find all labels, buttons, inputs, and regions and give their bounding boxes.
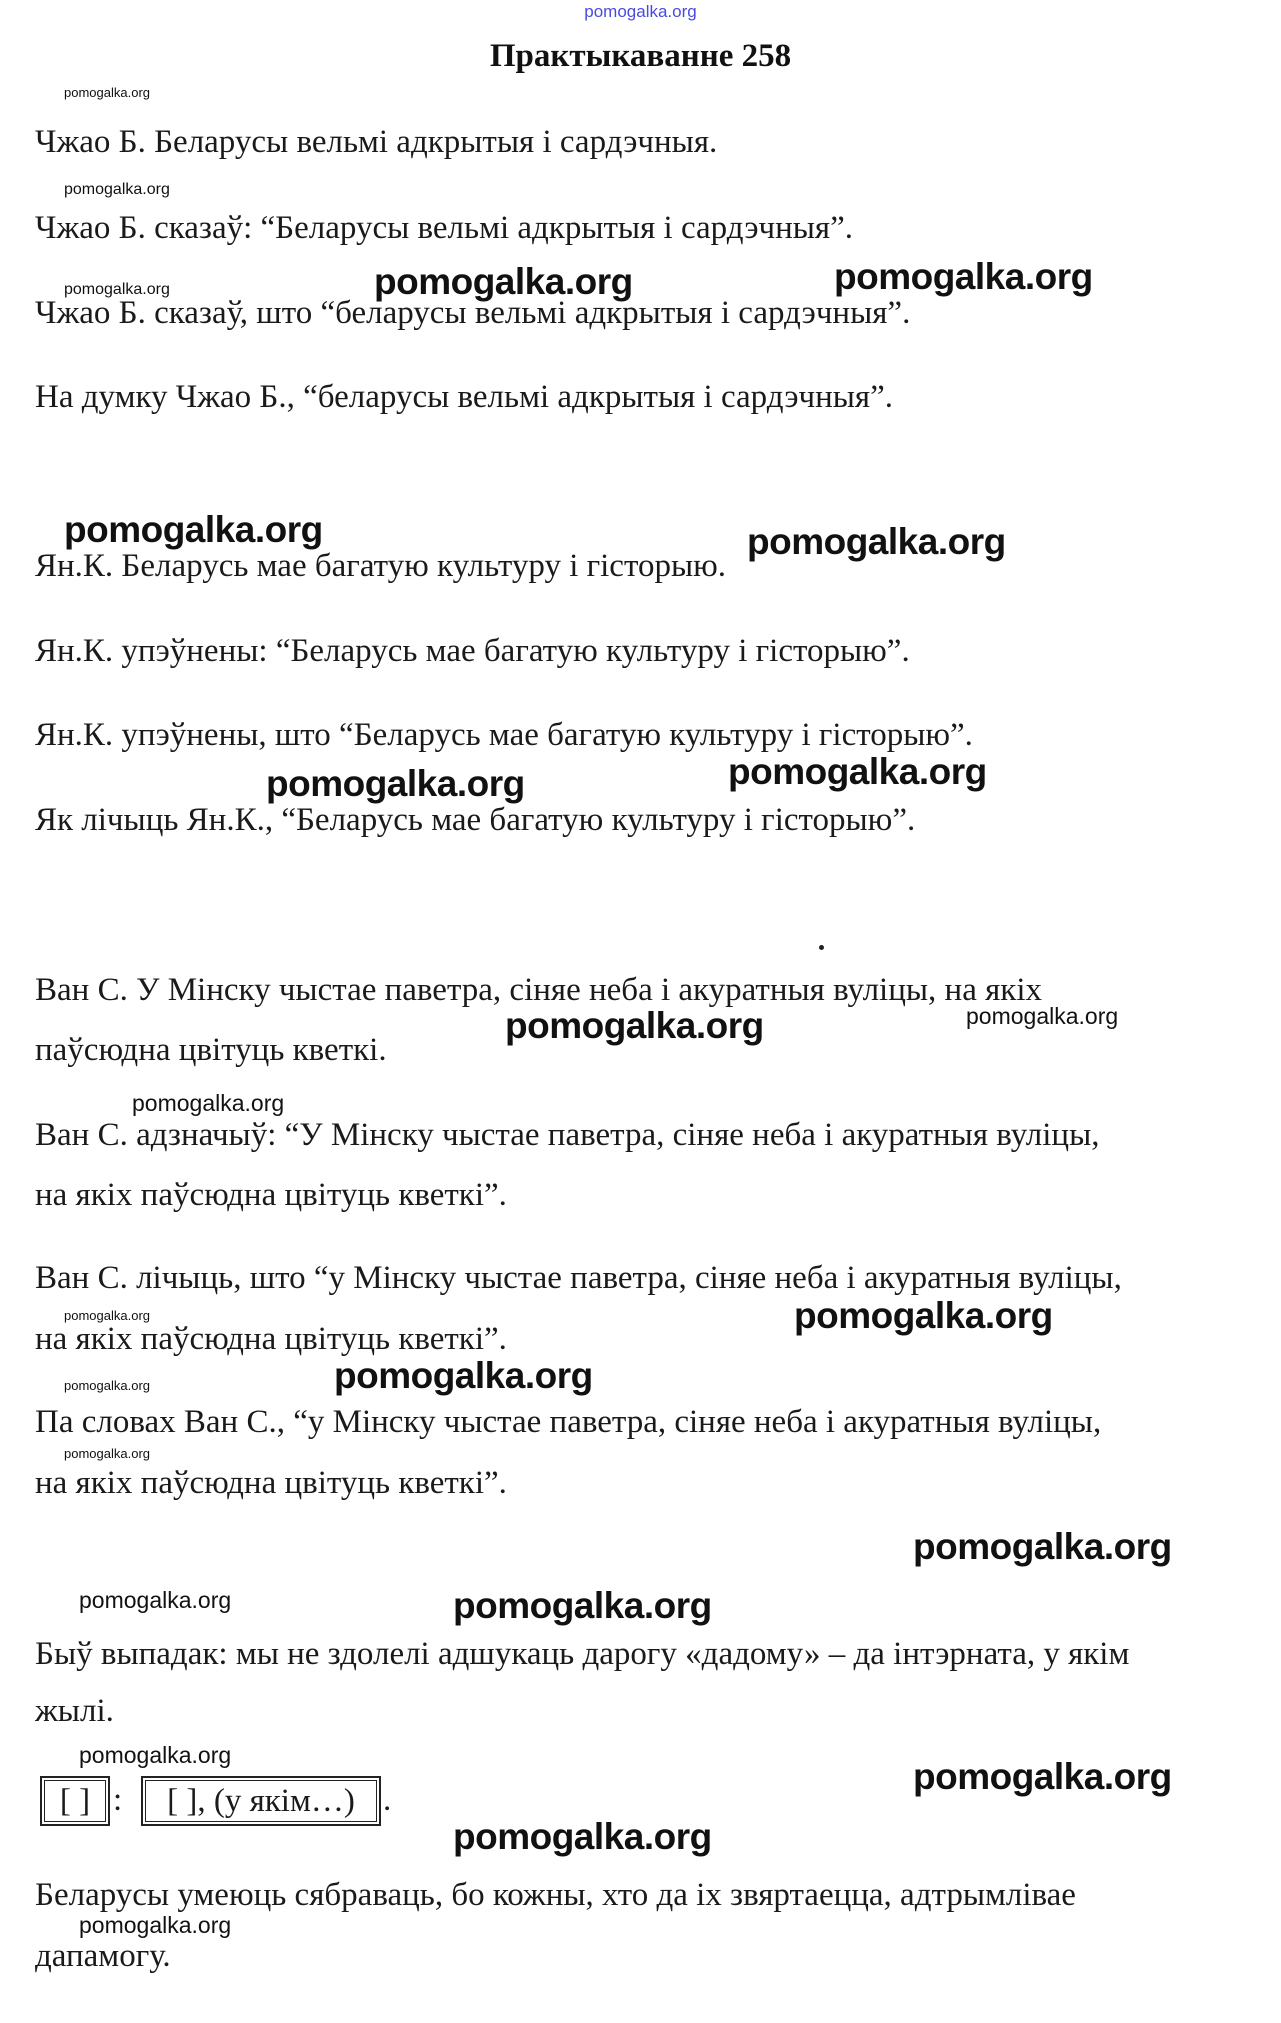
watermark: pomogalka.org [966,1003,1119,1029]
page-title: Практыкаванне 258 [489,38,792,74]
text-line: Ван С. адзначыў: “У Мінску чыстае паветра, сіняе неба і акуратныя вуліцы, [35,1117,1100,1153]
watermark: pomogalka.org [834,256,1093,297]
text-line: на якіх паўсюдна цвітуць кветкі”. [35,1177,507,1213]
text-line: на якіх паўсюдна цвітуць кветкі”. [35,1465,507,1501]
watermark: pomogalka.org [453,1585,712,1626]
text-line: Чжао Б. сказаў, што “беларусы вельмі адкрытыя і сардэчныя”. [35,295,911,331]
text-line: Ян.К. упэўнены: “Беларусь мае багатую культуру і гісторыю”. [35,633,910,669]
watermark: pomogalka.org [794,1295,1053,1336]
watermark: pomogalka.org [505,1005,764,1046]
watermark-top: pomogalka.org [584,2,697,21]
watermark: pomogalka.org [374,261,633,302]
watermark: pomogalka.org [64,181,170,198]
scheme-box-subordinate: [ ], (у якім…) [141,1776,381,1826]
scheme-colon: : [113,1782,123,1818]
watermark: pomogalka.org [453,1816,712,1857]
watermark: pomogalka.org [747,521,1006,562]
watermark: pomogalka.org [64,1308,150,1323]
text-line: Ян.К. упэўнены, што “Беларусь мае багатую культуру і гісторыю”. [35,717,973,753]
text-line: Па словах Ван С., “у Мінску чыстае паветра, сіняе неба і акуратныя вуліцы, [35,1404,1102,1440]
watermark: pomogalka.org [728,751,987,792]
text-line: Ван С. лічыць, што “у Мінску чыстае паветра, сіняе неба і акуратныя вуліцы, [35,1260,1122,1296]
text-line: жылі. [35,1693,114,1729]
watermark: pomogalka.org [64,1378,150,1393]
watermark: pomogalka.org [132,1090,285,1116]
watermark: pomogalka.org [913,1756,1172,1797]
watermark: pomogalka.org [64,281,170,298]
text-line: Чжао Б. сказаў: “Беларусы вельмі адкрытыя і сардэчныя”. [35,210,853,246]
text-line: Чжао Б. Беларусы вельмі адкрытыя і сардэчныя. [35,124,718,160]
watermark: pomogalka.org [79,1742,232,1768]
watermark: pomogalka.org [79,1912,232,1938]
text-line: паўсюдна цвітуць кветкі. [35,1032,387,1068]
watermark: pomogalka.org [64,85,150,100]
dot-mark [819,945,824,950]
text-line: Беларусы умеюць сябраваць, бо кожны, хто да іх звяртаецца, адтрымлівае [35,1877,1076,1913]
watermark: pomogalka.org [913,1526,1172,1567]
scheme-box-main: [ ] [40,1776,110,1826]
watermark: pomogalka.org [334,1355,593,1396]
text-line: Быў выпадак: мы не здолелі адшукаць дарогу «дадому» – да інтэрната, у якім [35,1636,1130,1672]
text-line: Ван С. У Мінску чыстае паветра, сіняе неба і акуратныя вуліцы, на якіх [35,972,1042,1008]
text-line: на якіх паўсюдна цвітуць кветкі”. [35,1321,507,1357]
text-line: Як лічыць Ян.К., “Беларусь мае багатую культуру і гісторыю”. [35,802,916,838]
watermark: pomogalka.org [79,1587,232,1613]
text-line: дапамогу. [35,1938,171,1974]
text-line: Ян.К. Беларусь мае багатую культуру і гісторыю. [35,548,727,584]
scheme-period: . [383,1782,392,1818]
watermark: pomogalka.org [64,1446,150,1461]
text-line: На думку Чжао Б., “беларусы вельмі адкрытыя і сардэчныя”. [35,379,893,415]
watermark: pomogalka.org [64,509,323,550]
watermark: pomogalka.org [266,763,525,804]
